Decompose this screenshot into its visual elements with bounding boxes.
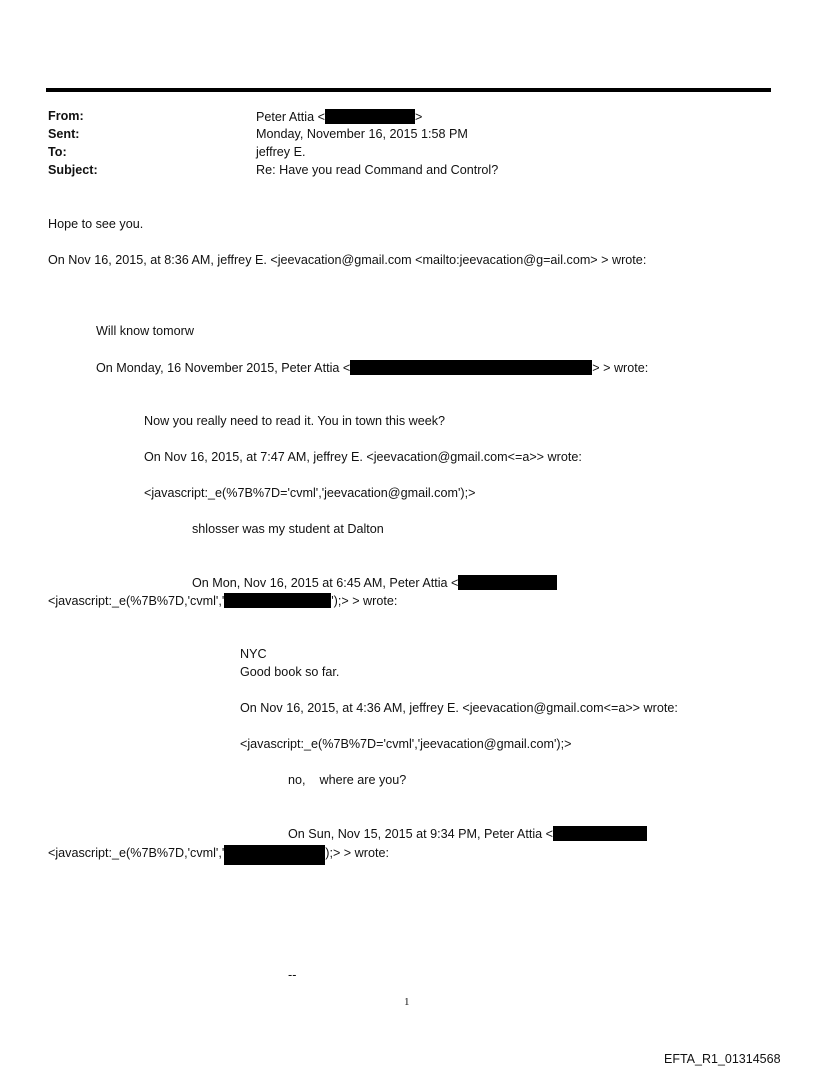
page-number: 1 — [404, 996, 410, 1008]
javascript-link-text: <javascript:_e(%7B%7D='cvml','jeevacation@gmail.com');> — [240, 737, 572, 751]
body-line: Now you really need to read it. You in town this week? — [144, 414, 446, 428]
subject-value: Re: Have you read Command and Control? — [256, 163, 499, 177]
redaction-box — [224, 593, 331, 608]
quote-header-prefix: On Mon, Nov 16, 2015 at 6:45 AM, Peter Attia < — [192, 576, 459, 590]
sent-value: Monday, November 16, 2015 1:58 PM — [256, 127, 468, 141]
javascript-suffix: ');> > wrote: — [331, 594, 398, 608]
javascript-link-text: <javascript:_e(%7B%7D='cvml','jeevacation@gmail.com');> — [144, 486, 476, 500]
body-line: NYC — [240, 647, 267, 661]
from-value — [256, 109, 422, 125]
body-line: Will know tomorw — [96, 324, 194, 338]
signature-separator: -- — [288, 968, 297, 982]
quote-header — [192, 575, 557, 591]
javascript-suffix: );> > wrote: — [325, 846, 389, 860]
quote-header-continued — [48, 845, 389, 865]
to-value: jeffrey E. — [256, 145, 306, 159]
header-rule — [46, 88, 771, 92]
redaction-box — [224, 845, 325, 865]
body-line: Good book so far. — [240, 665, 340, 679]
body-line: shlosser was my student at Dalton — [192, 522, 384, 536]
document-id: EFTA_R1_01314568 — [664, 1052, 781, 1066]
quote-header — [288, 826, 647, 842]
javascript-prefix: <javascript:_e(%7B%7D,'cvml',' — [48, 594, 225, 608]
redaction-box — [553, 826, 647, 841]
quote-header-continued — [48, 593, 397, 609]
to-label: To: — [48, 145, 67, 159]
javascript-prefix: <javascript:_e(%7B%7D,'cvml',' — [48, 846, 225, 860]
quote-header: On Nov 16, 2015, at 4:36 AM, jeffrey E. <jeevacation@gmail.com<=a>> wrote: — [240, 701, 678, 715]
from-name: Peter Attia < — [256, 110, 325, 124]
quote-header-prefix: On Monday, 16 November 2015, Peter Attia < — [96, 361, 351, 375]
quote-header-suffix: > > wrote: — [592, 361, 649, 375]
quote-header: On Nov 16, 2015, at 8:36 AM, jeffrey E. <jeevacation@gmail.com <mailto:jeevacation@g=ail.com> > wrote: — [48, 253, 647, 267]
from-label: From: — [48, 109, 84, 123]
redaction-box — [458, 575, 557, 590]
sent-label: Sent: — [48, 127, 80, 141]
body-line: Hope to see you. — [48, 217, 144, 231]
quote-header — [96, 360, 648, 376]
subject-label: Subject: — [48, 163, 98, 177]
from-suffix: > — [414, 110, 423, 124]
redaction-box — [325, 109, 415, 124]
quote-header-prefix: On Sun, Nov 15, 2015 at 9:34 PM, Peter Attia < — [288, 827, 553, 841]
quote-header: On Nov 16, 2015, at 7:47 AM, jeffrey E. <jeevacation@gmail.com<=a>> wrote: — [144, 450, 582, 464]
redaction-box — [350, 360, 592, 375]
body-line: no, where are you? — [288, 773, 407, 787]
